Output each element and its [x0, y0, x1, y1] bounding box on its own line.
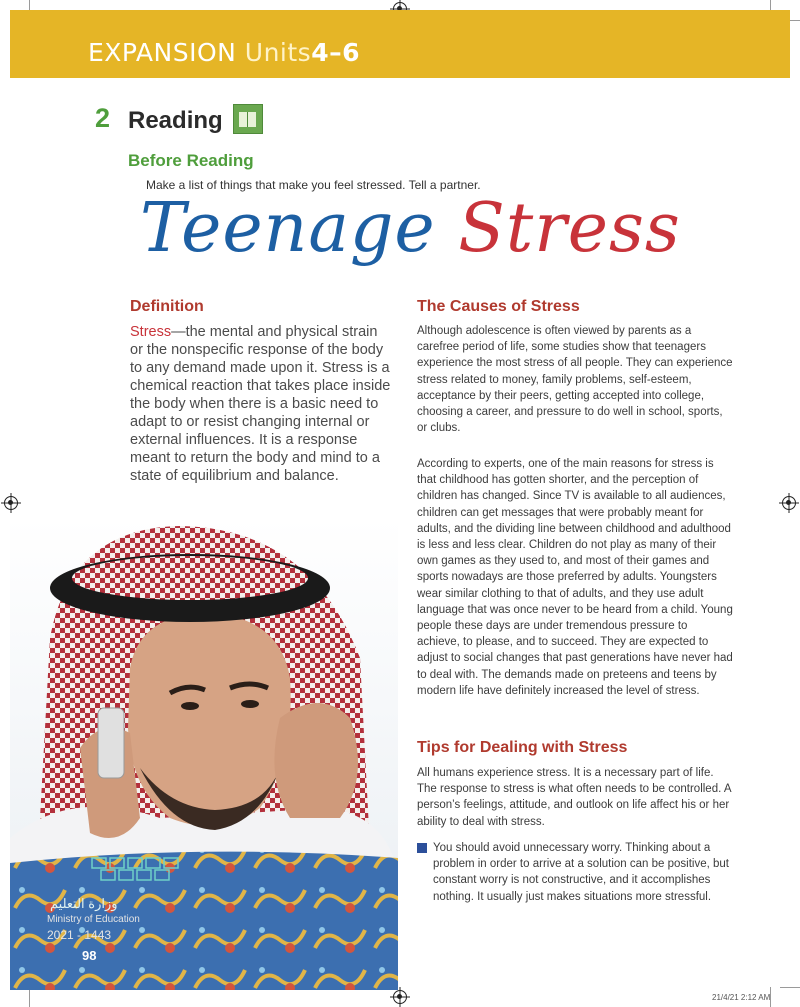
banner-expansion: EXPANSION: [88, 38, 237, 67]
article-title: [140, 189, 681, 268]
banner-range: 4–6: [311, 38, 360, 67]
registration-mark-icon: [782, 496, 796, 510]
definition-term: Stress: [130, 324, 172, 340]
section-number: 2: [95, 103, 111, 133]
ministry-name: Ministry of Education: [47, 914, 140, 925]
tips-intro: All humans experience stress. It is a necessary part of life. The response to stress is what often needs to be controlled. A person’s feelings, attitude, and outlook on life affect his or her ability to deal with stress.: [417, 767, 731, 828]
causes-paragraph-1-wrap: [417, 323, 733, 436]
registration-mark-icon: [4, 496, 18, 510]
definition-heading: Definition: [130, 298, 204, 315]
before-reading-heading: Before Reading: [128, 151, 254, 170]
book-icon: [233, 104, 263, 134]
ministry-arabic-name: وزارة التعليم: [50, 896, 118, 911]
causes-paragraph: Although adolescence is often viewed by parents as a carefree period of life, some studies show that teenagers experience the most stress of all people. They can experience stress related to money, family problems, self-esteem, acceptance by their peers, getting accepted into college, choosing a career, and pressure to do well in school, sports, or clubs.: [417, 325, 733, 435]
causes-paragraph-2-wrap: [417, 456, 733, 699]
page-number: 98: [82, 948, 97, 963]
definition-body: —the mental and physical strain or the nonspecific response of the body to any demand made upon it. Stress is a chemical reaction that takes place inside the body when there is a basic need to adapt to or resist changing internal or external influences. It is a response meant to return the body and mind to a state of equilibrium and balance.: [130, 324, 391, 484]
banner-units: Units: [244, 38, 312, 67]
banner-title: [88, 38, 360, 67]
tips-bullet-text: You should avoid unnecessary worry. Thinking about a problem in order to arrive at a solution can be positive, but constant worry is not constructive, and it accomplishes nothing. It usually just makes situations more stressful.: [433, 842, 729, 903]
title-word-teenage: Teenage: [140, 189, 436, 268]
print-timestamp: 21/4/21 2:12 AM: [712, 993, 771, 1002]
before-reading-instruction: Make a list of things that make you feel stressed. Tell a partner.: [146, 178, 481, 192]
definition-text: [130, 323, 392, 485]
tips-heading: Tips for Dealing with Stress: [417, 739, 628, 756]
registration-mark-icon: [393, 990, 407, 1004]
ministry-logo-icon: [90, 856, 182, 882]
causes-paragraph: According to experts, one of the main reasons for stress is that childhood has gotten shorter, and the perception of children has changed. Since TV is available to all audiences, children can get messages that were probably meant for adults, and the dividing line between childhood and adulthood is less and less clear. Children do not play as many of their own games as they used to, and most of their games and sports nowadays are those preferred by adults. Youngsters wear similar clothing to that of adults, and they use adult language that was once never to be heard from a child. Young people these days are under tremendous pressure to achieve, to please, and to succeed. They are expected to adjust to social changes that past generations have never had to deal with. The demands made on preteens and teens by modern life have definitely increased the level of stress.: [417, 458, 733, 697]
tips-heading-wrap: [417, 739, 733, 757]
section-title: Reading: [128, 107, 223, 134]
tips-intro-wrap: [417, 765, 733, 830]
crop-mark: [29, 987, 30, 1007]
title-word-stress: Stress: [458, 189, 681, 268]
edition-year: 2021 - 1443: [47, 928, 112, 942]
crop-mark: [780, 987, 800, 988]
causes-heading: The Causes of Stress: [417, 298, 580, 315]
causes-heading-wrap: [417, 298, 733, 316]
bullet-square-icon: [417, 843, 427, 853]
